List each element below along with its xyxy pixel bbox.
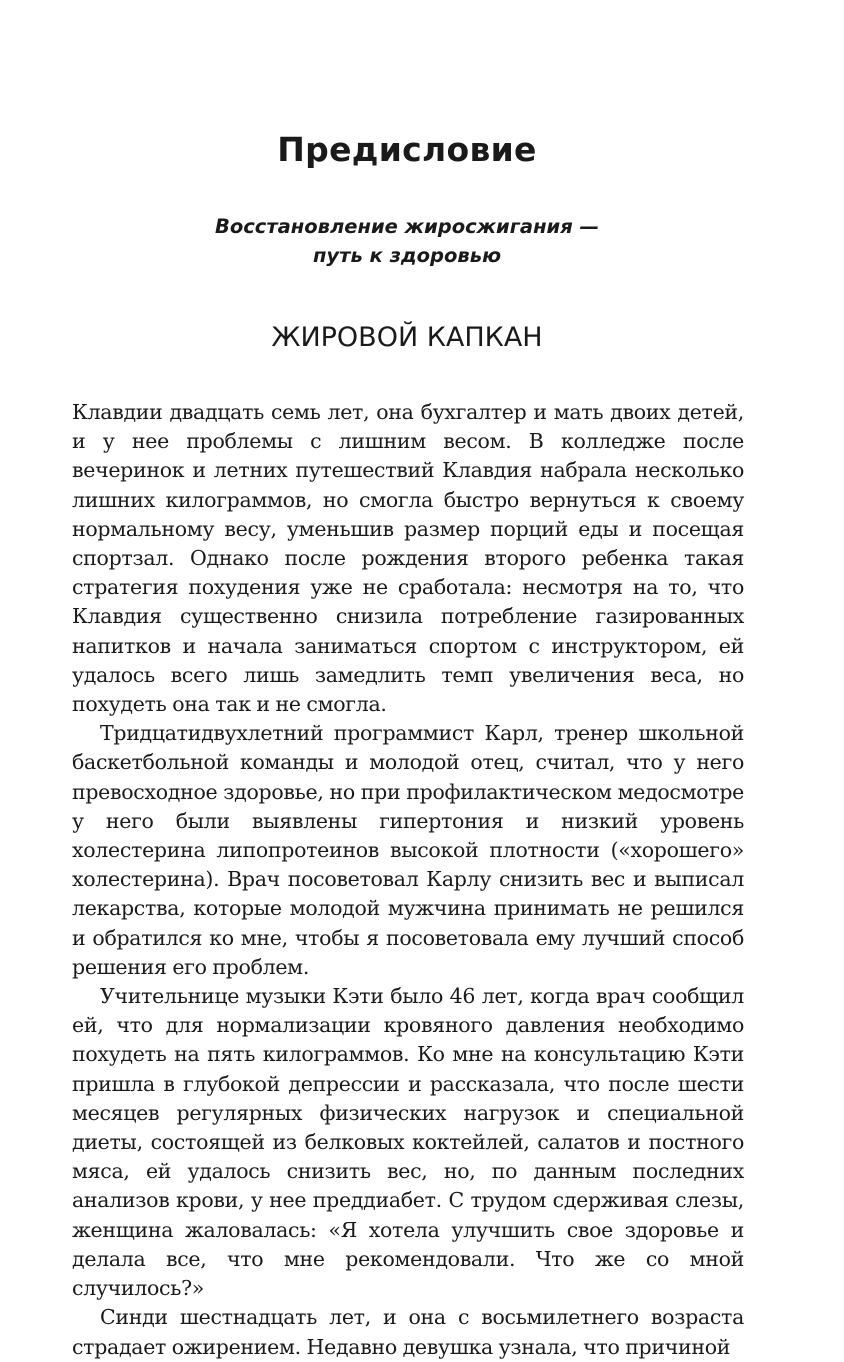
paragraph-cindy: Синди шестнадцать лет, и она с восьмилетнего возраста страдает ожирением. Недавно девушка узнала, что причиной bbox=[72, 1305, 744, 1359]
paragraph-karl: Тридцатидвухлетний программист Карл, тренер школьной баскетбольной команды и молодой отец, считал, что у него превосходное здоровье, но при профилактическом медосмотре у него были выявлены гипертония и низкий уровень холестерина липопротеинов высокой плотности («хорошего» холестерина). Врач посоветовал Карлу снизить вес и выписал лекарства, которые молодой мужчина принимать не решился и обратился ко мне, чтобы я посоветовала ему лучший способ решения его проблем. bbox=[72, 721, 744, 979]
chapter-subtitle bbox=[0, 212, 814, 270]
paragraph-claudia: Клавдии двадцать семь лет, она бухгалтер и мать двоих детей, и у нее проблемы с лишним весом. В колледже после вечеринок и летних путешествий Клавдия набрала несколько лишних килограммов, но смогла быстро вернуться к своему нормальному весу, уменьшив размер порций еды и посещая спортзал. Однако после рождения второго ребенка такая стратегия похудения уже не сработала: несмотря на то, что Клавдия существенно снизила потребление газированных напитков и начала заниматься спортом с инструктором, ей удалось всего лишь замедлить темп увеличения веса, но похудеть она так и не смогла. bbox=[72, 400, 744, 717]
paragraph-katie: Учительнице музыки Кэти было 46 лет, когда врач сообщил ей, что для нормализации кровяного давления необходимо похудеть на пять килограммов. Ко мне на консультацию Кэти пришла в глубокой депрессии и рассказала, что после шести месяцев регулярных физических нагрузок и специальной диеты, состоящей из белковых коктейлей, салатов и постного мяса, ей удалось снизить вес, но, по данным последних анализов крови, у нее преддиабет. С трудом сдерживая слезы, женщина жаловалась: «Я хотела улучшить свое здоровье и делала все, что мне рекомендовали. Что же со мной случилось?» bbox=[72, 984, 744, 1301]
section-title: ЖИРОВОЙ КАПКАН bbox=[271, 322, 543, 353]
chapter-title: Предисловие bbox=[277, 130, 537, 169]
chapter-subtitle-line-2: путь к здоровью bbox=[312, 244, 502, 267]
body-text bbox=[72, 398, 744, 1362]
chapter-subtitle-line-1: Восстановление жиросжигания — bbox=[214, 215, 600, 238]
